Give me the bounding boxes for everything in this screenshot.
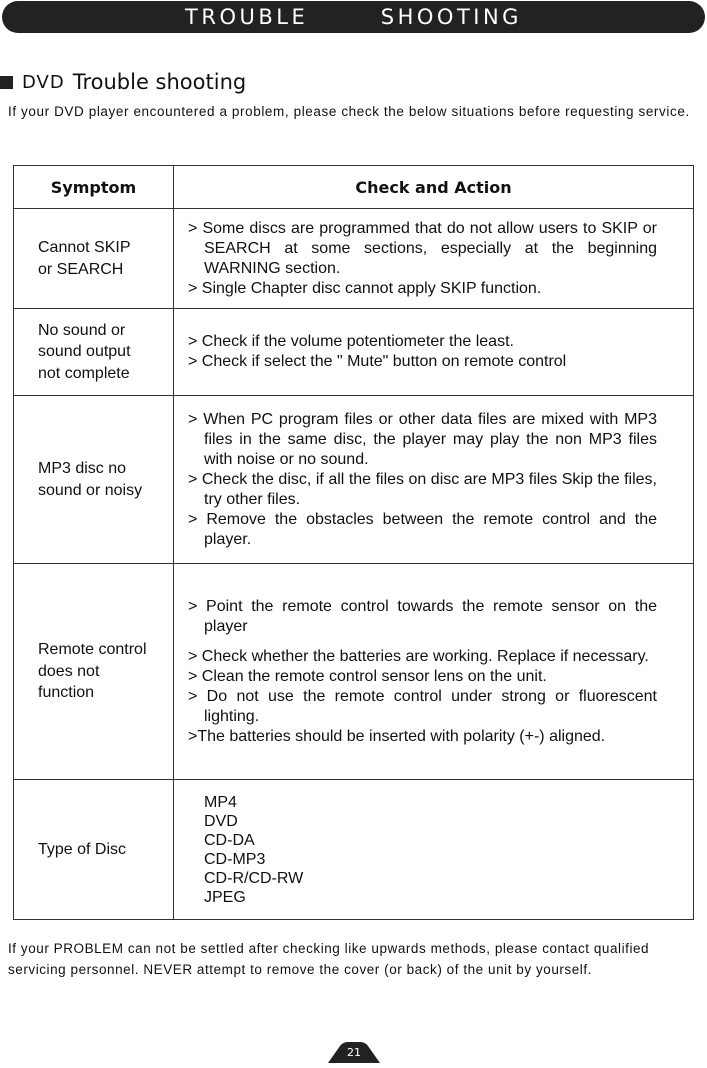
disc-type: JPEG <box>204 888 246 906</box>
action-cell <box>174 309 694 396</box>
action-item: > Check whether the batteries are working. Replace if necessary. <box>188 647 649 665</box>
action-item: > Clean the remote control sensor lens on the unit. <box>188 667 547 685</box>
action-item: > Remove the obstacles between the remote control and the player. <box>188 510 657 548</box>
disc-type-cell <box>174 780 694 920</box>
table-row <box>14 564 694 780</box>
symptom-cell <box>14 309 174 396</box>
table-row <box>14 209 694 309</box>
table-row <box>14 309 694 396</box>
symptom-cell <box>14 564 174 780</box>
header-symptom: Symptom <box>14 166 174 209</box>
header-action: Check and Action <box>174 166 694 209</box>
action-item: > Single Chapter disc cannot apply SKIP function. <box>188 279 542 297</box>
page-number: 21 <box>347 1046 361 1059</box>
intro-text: If your DVD player encountered a problem, please check the below situations before requesting service. <box>8 104 690 119</box>
symptom-cell <box>14 396 174 564</box>
symptom-line: Type of Disc <box>38 840 127 858</box>
section-title: Trouble shooting <box>72 70 247 94</box>
section-heading <box>0 68 246 96</box>
table-row <box>14 396 694 564</box>
symptom-cell <box>14 209 174 309</box>
symptom-line: Remote control <box>38 641 147 659</box>
symptom-line: sound or noisy <box>38 481 143 499</box>
action-item: > Do not use the remote control under strong or fluorescent lighting. <box>188 687 657 725</box>
action-item: > Point the remote control towards the remote sensor on the player <box>188 597 657 635</box>
section-tag: DVD <box>22 71 65 93</box>
footer-note: If your PROBLEM can not be settled after checking like upwards methods, please contact qualified servicing personnel. NEVER attempt to remove the cover (or back) of the unit by yourself. <box>8 941 650 977</box>
symptom-line: Cannot SKIP <box>38 239 131 256</box>
table-header-row <box>14 166 694 209</box>
action-item: > Check if the volume potentiometer the least. <box>188 333 514 350</box>
disc-type: CD-MP3 <box>204 850 266 868</box>
symptom-line: does not <box>38 662 100 680</box>
action-item: > Check the disc, if all the files on disc are MP3 files Skip the files, try other files. <box>188 470 657 508</box>
symptom-line: or SEARCH <box>38 260 124 278</box>
square-bullet-icon <box>0 76 13 89</box>
banner-title: TROUBLE SHOOTING <box>185 5 522 29</box>
action-item: >The batteries should be inserted with polarity (+-) aligned. <box>188 727 606 745</box>
symptom-line: No sound or <box>38 321 126 339</box>
disc-type: CD-DA <box>204 831 255 849</box>
action-cell <box>174 564 694 780</box>
table-row <box>14 780 694 920</box>
header-banner <box>2 1 705 33</box>
action-item: > When PC program files or other data files are mixed with MP3 files in the same disc, the player may play the non MP3 files with noise or no sound. <box>188 410 657 468</box>
symptom-line: function <box>38 684 95 702</box>
disc-type: MP4 <box>204 793 237 811</box>
page-number-tab <box>328 1042 380 1063</box>
disc-type: DVD <box>204 812 238 830</box>
symptom-line: sound output <box>38 343 131 361</box>
disc-type: CD-R/CD-RW <box>204 869 304 887</box>
symptom-line: MP3 disc no <box>38 460 127 477</box>
action-cell <box>174 209 694 309</box>
symptom-line: not complete <box>38 364 130 382</box>
troubleshooting-table <box>13 165 694 920</box>
action-item: > Some discs are programmed that do not allow users to SKIP or SEARCH at some sections, especially at the beginning WARNING section. <box>188 219 657 277</box>
action-item: > Check if select the " Mute" button on remote control <box>188 353 567 370</box>
action-cell <box>174 396 694 564</box>
symptom-cell <box>14 780 174 920</box>
